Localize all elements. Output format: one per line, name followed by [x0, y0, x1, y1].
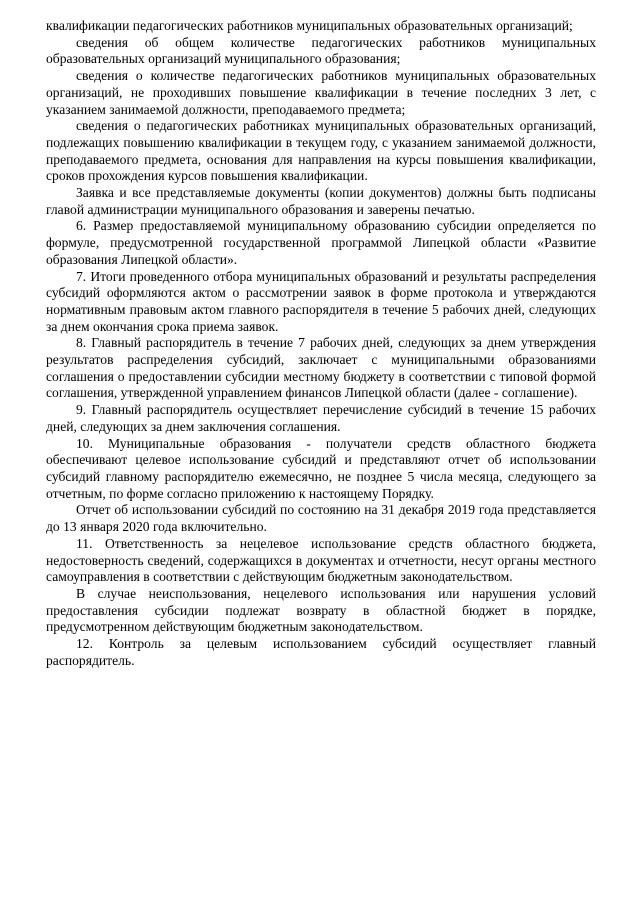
paragraph-qualification-continued: квалификации педагогических работников муниципальных образовательных организаций; — [46, 18, 573, 33]
paragraph-report-deadline: Отчет об использовании субсидий по состоянию на 31 декабря 2019 года представляется до 13 января 2020 года включительно. — [46, 502, 596, 535]
paragraph-item-6: 6. Размер предоставляемой муниципальному образованию субсидии определяется по формуле, предусмотренной государственной программой Липецкой области «Развитие образования Липецкой области». — [46, 218, 596, 267]
paragraph-application-signature: Заявка и все представляемые документы (копии документов) должны быть подписаны главой администрации муниципального образования и заверены печатью. — [46, 185, 596, 217]
paragraph-item-10: 10. Муниципальные образования - получатели средств областного бюджета обеспечивают целевое использование субсидий и представляют отчет об использовании субсидий главному распорядителю ежемесячно, не позднее 5 числа месяца, следующего за отчетным, по форме согласно приложению к настоящему Порядку. — [46, 435, 596, 501]
paragraph-teachers-due-training: сведения о педагогических работниках муниципальных образовательных организаций, подлежащих повышению квалификации в текущем году, с указанием занимаемой должности, преподаваемого предмета, основания для направления на курсы повышения квалификации, сроков прохождения курсов повышения квалификации. — [46, 118, 596, 184]
paragraph-item-8: 8. Главный распорядитель в течение 7 рабочих дней, следующих за днем утверждения результатов распределения субсидий, заключает с муниципальными образованиями соглашения о предоставлении субсидии местному бюджету в соответствии с типовой формой соглашения, утвержденной управлением финансов Липецкой области (далее - соглашение). — [46, 335, 596, 401]
document-page — [46, 18, 596, 669]
paragraph-total-teachers: сведения об общем количестве педагогических работников муниципальных образовательных организаций муниципального образования; — [46, 34, 596, 67]
paragraph-item-9: 9. Главный распорядитель осуществляет перечисление субсидий в течение 15 рабочих дней, следующих за днем заключения соглашения. — [46, 402, 596, 434]
paragraph-item-11: 11. Ответственность за нецелевое использование средств областного бюджета, недостоверность сведений, содержащихся в документах и отчетности, несут органы местного самоуправления в соответствии с действующим бюджетным законодательством. — [46, 535, 596, 585]
paragraph-item-7: 7. Итоги проведенного отбора муниципальных образований и результаты распределения субсидий оформляются актом о рассмотрении заявок в форме протокола и утверждаются нормативным правовым актом главного распорядителя в течение 5 рабочих дней, следующих за днем окончания срока приема заявок. — [46, 268, 596, 334]
paragraph-item-12: 12. Контроль за целевым использованием субсидий осуществляет главный распорядитель. — [46, 636, 596, 668]
paragraph-refund-conditions: В случае неиспользования, нецелевого использования или нарушения условий предоставления субсидии подлежат возврату в областной бюджет в порядке, предусмотренном действующим бюджетным законодательством. — [46, 585, 596, 635]
paragraph-teachers-without-training: сведения о количестве педагогических работников муниципальных образовательных организаций, не проходивших повышение квалификации в течение последних 3 лет, с указанием занимаемой должности, преподаваемого предмета; — [46, 68, 596, 117]
